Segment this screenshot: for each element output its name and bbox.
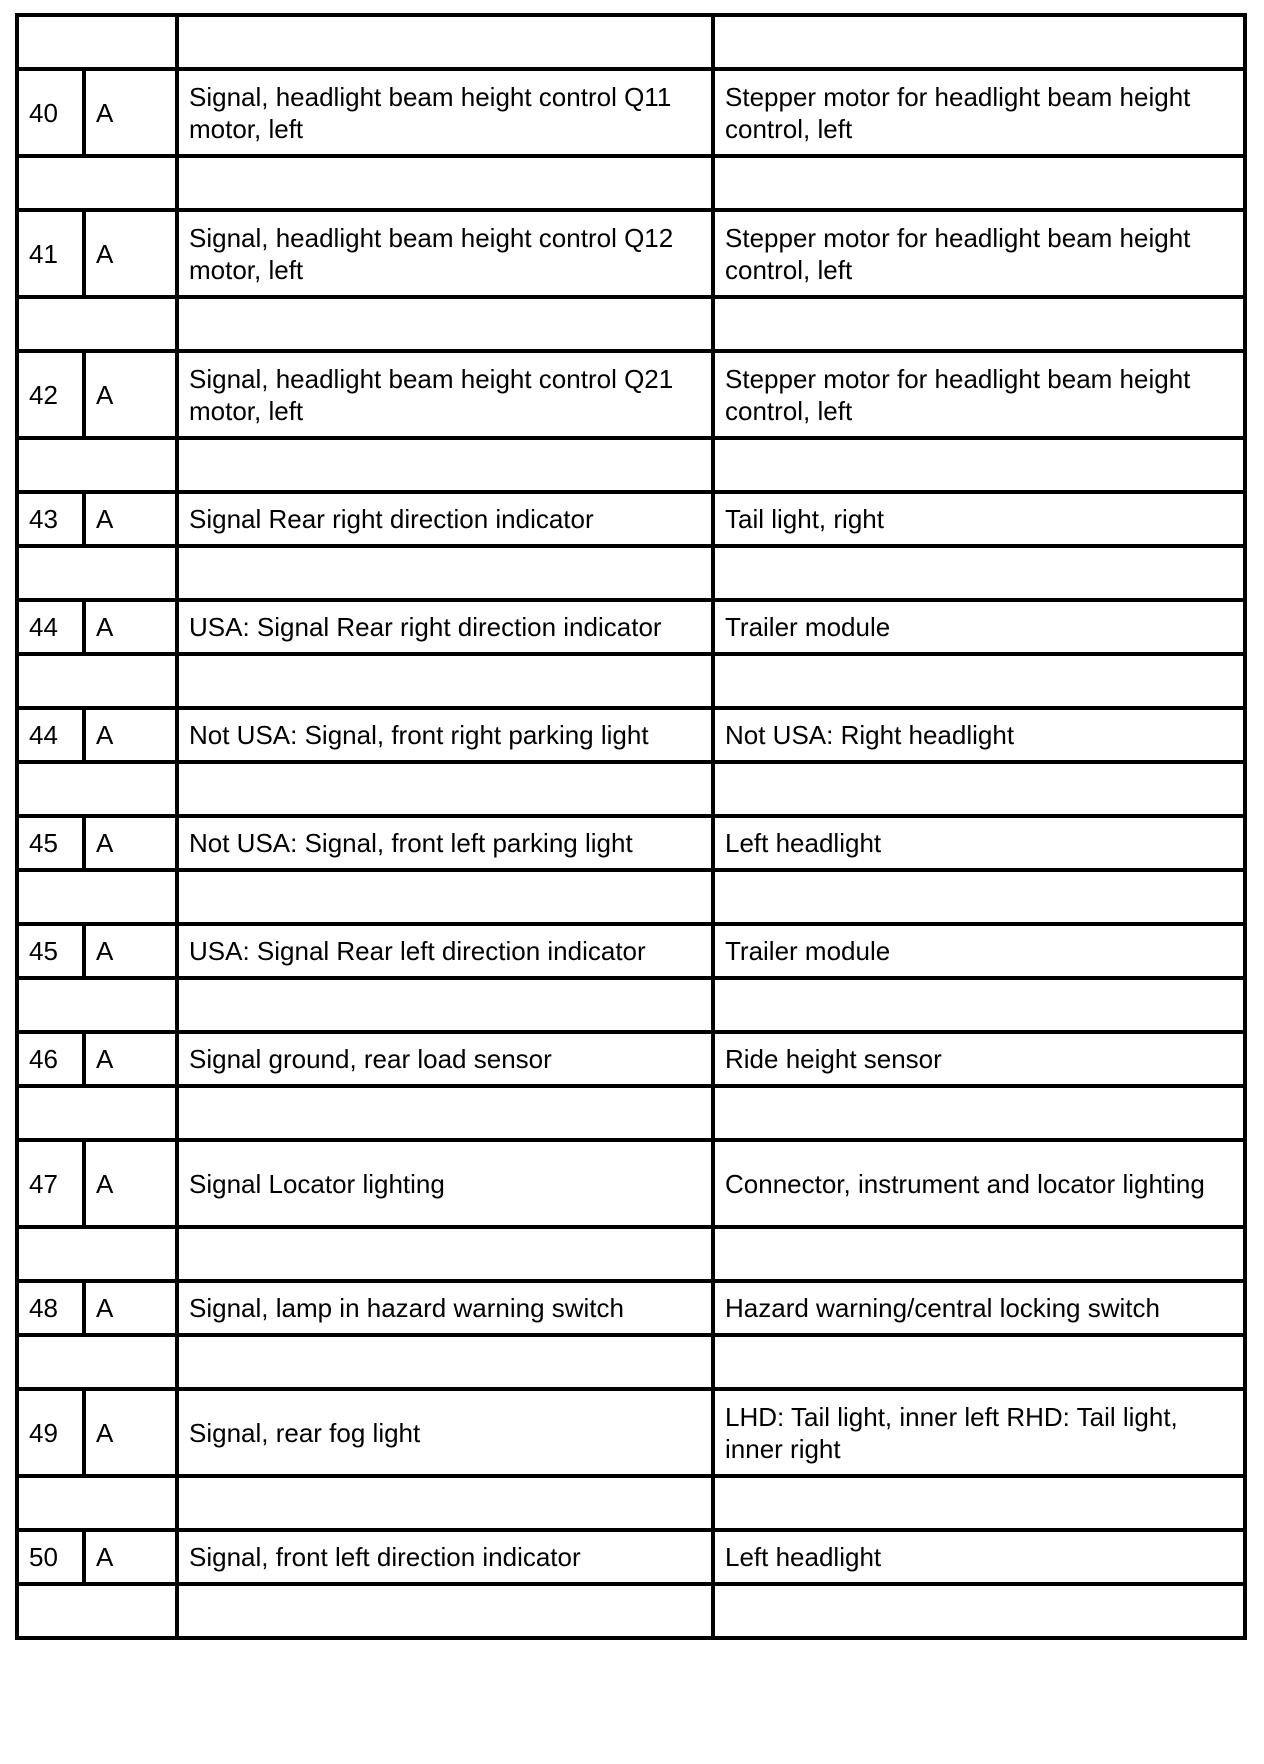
signal-description-cell: Signal, headlight beam height control Q11 motor, left — [177, 69, 713, 156]
spacer-cell — [17, 1086, 177, 1140]
table-body — [17, 15, 1245, 1638]
spacer-cell — [17, 1584, 177, 1638]
destination-component-cell: Left headlight — [713, 1530, 1245, 1584]
spacer-cell — [713, 654, 1245, 708]
destination-component-cell: Trailer module — [713, 600, 1245, 654]
table-row — [17, 351, 1245, 438]
spacer-row — [17, 654, 1245, 708]
spacer-cell — [177, 654, 713, 708]
destination-component-cell: Stepper motor for headlight beam height control, left — [713, 69, 1245, 156]
table-row — [17, 1389, 1245, 1476]
spacer-row — [17, 762, 1245, 816]
pin-number-cell: 49 — [17, 1389, 84, 1476]
destination-component-cell: Hazard warning/central locking switch — [713, 1281, 1245, 1335]
spacer-cell — [713, 1476, 1245, 1530]
spacer-row — [17, 870, 1245, 924]
table-row — [17, 1032, 1245, 1086]
pin-number-cell: 50 — [17, 1530, 84, 1584]
spacer-row — [17, 15, 1245, 69]
pin-number-cell: 47 — [17, 1140, 84, 1227]
signal-description-cell: Not USA: Signal, front left parking light — [177, 816, 713, 870]
spacer-cell — [17, 1227, 177, 1281]
spacer-cell — [713, 438, 1245, 492]
destination-component-cell: Ride height sensor — [713, 1032, 1245, 1086]
pin-type-cell: A — [84, 210, 177, 297]
destination-component-cell: Trailer module — [713, 924, 1245, 978]
spacer-cell — [713, 1584, 1245, 1638]
pin-number-cell: 41 — [17, 210, 84, 297]
spacer-cell — [713, 762, 1245, 816]
signal-description-cell: Signal, front left direction indicator — [177, 1530, 713, 1584]
signal-description-cell: Signal Rear right direction indicator — [177, 492, 713, 546]
destination-component-cell: Stepper motor for headlight beam height control, left — [713, 351, 1245, 438]
spacer-row — [17, 156, 1245, 210]
pin-type-cell: A — [84, 1281, 177, 1335]
signal-description-cell: USA: Signal Rear right direction indicator — [177, 600, 713, 654]
destination-component-cell: Connector, instrument and locator lighting — [713, 1140, 1245, 1227]
destination-component-cell: Stepper motor for headlight beam height control, left — [713, 210, 1245, 297]
table-row — [17, 1140, 1245, 1227]
spacer-cell — [713, 156, 1245, 210]
spacer-cell — [177, 438, 713, 492]
signal-description-cell: Signal, headlight beam height control Q12 motor, left — [177, 210, 713, 297]
spacer-row — [17, 438, 1245, 492]
pin-type-cell: A — [84, 924, 177, 978]
table-row — [17, 210, 1245, 297]
spacer-cell — [177, 978, 713, 1032]
destination-component-cell: Tail light, right — [713, 492, 1245, 546]
table-row — [17, 924, 1245, 978]
spacer-cell — [17, 15, 177, 69]
spacer-cell — [177, 1335, 713, 1389]
signal-description-cell: Signal Locator lighting — [177, 1140, 713, 1227]
signal-description-cell: Not USA: Signal, front right parking light — [177, 708, 713, 762]
spacer-cell — [177, 1476, 713, 1530]
pin-type-cell: A — [84, 492, 177, 546]
spacer-cell — [177, 297, 713, 351]
spacer-row — [17, 1086, 1245, 1140]
spacer-cell — [17, 546, 177, 600]
pin-number-cell: 46 — [17, 1032, 84, 1086]
spacer-row — [17, 1584, 1245, 1638]
spacer-cell — [17, 297, 177, 351]
pin-type-cell: A — [84, 69, 177, 156]
pin-number-cell: 43 — [17, 492, 84, 546]
spacer-cell — [713, 1086, 1245, 1140]
spacer-cell — [17, 762, 177, 816]
table-row — [17, 816, 1245, 870]
spacer-cell — [177, 1227, 713, 1281]
pin-number-cell: 42 — [17, 351, 84, 438]
pin-number-cell: 45 — [17, 924, 84, 978]
pin-number-cell: 48 — [17, 1281, 84, 1335]
pin-type-cell: A — [84, 708, 177, 762]
pin-type-cell: A — [84, 600, 177, 654]
spacer-row — [17, 978, 1245, 1032]
spacer-cell — [713, 297, 1245, 351]
destination-component-cell: LHD: Tail light, inner left RHD: Tail light, inner right — [713, 1389, 1245, 1476]
spacer-cell — [17, 438, 177, 492]
pin-number-cell: 45 — [17, 816, 84, 870]
spacer-row — [17, 1227, 1245, 1281]
spacer-cell — [17, 978, 177, 1032]
spacer-row — [17, 1335, 1245, 1389]
spacer-cell — [177, 1584, 713, 1638]
spacer-cell — [713, 1335, 1245, 1389]
table-row — [17, 600, 1245, 654]
spacer-cell — [17, 1335, 177, 1389]
signal-description-cell: Signal, rear fog light — [177, 1389, 713, 1476]
spacer-row — [17, 1476, 1245, 1530]
pin-type-cell: A — [84, 1140, 177, 1227]
pin-number-cell: 44 — [17, 708, 84, 762]
pin-type-cell: A — [84, 816, 177, 870]
table-row — [17, 1530, 1245, 1584]
signal-description-cell: USA: Signal Rear left direction indicator — [177, 924, 713, 978]
spacer-cell — [17, 654, 177, 708]
spacer-cell — [17, 156, 177, 210]
pin-number-cell: 44 — [17, 600, 84, 654]
pin-number-cell: 40 — [17, 69, 84, 156]
destination-component-cell: Not USA: Right headlight — [713, 708, 1245, 762]
spacer-cell — [17, 870, 177, 924]
table-row — [17, 708, 1245, 762]
pin-type-cell: A — [84, 1389, 177, 1476]
spacer-cell — [713, 546, 1245, 600]
spacer-cell — [177, 870, 713, 924]
spacer-cell — [177, 546, 713, 600]
table-row — [17, 69, 1245, 156]
table-row — [17, 1281, 1245, 1335]
spacer-cell — [713, 978, 1245, 1032]
spacer-row — [17, 546, 1245, 600]
spacer-cell — [713, 15, 1245, 69]
spacer-cell — [17, 1476, 177, 1530]
signal-description-cell: Signal ground, rear load sensor — [177, 1032, 713, 1086]
pin-type-cell: A — [84, 1530, 177, 1584]
spacer-cell — [713, 1227, 1245, 1281]
signal-description-cell: Signal, lamp in hazard warning switch — [177, 1281, 713, 1335]
destination-component-cell: Left headlight — [713, 816, 1245, 870]
table-row — [17, 492, 1245, 546]
pin-assignment-table — [15, 13, 1247, 1640]
spacer-cell — [177, 762, 713, 816]
spacer-row — [17, 297, 1245, 351]
signal-description-cell: Signal, headlight beam height control Q21 motor, left — [177, 351, 713, 438]
spacer-cell — [177, 15, 713, 69]
spacer-cell — [713, 870, 1245, 924]
pin-type-cell: A — [84, 351, 177, 438]
spacer-cell — [177, 156, 713, 210]
pin-type-cell: A — [84, 1032, 177, 1086]
spacer-cell — [177, 1086, 713, 1140]
